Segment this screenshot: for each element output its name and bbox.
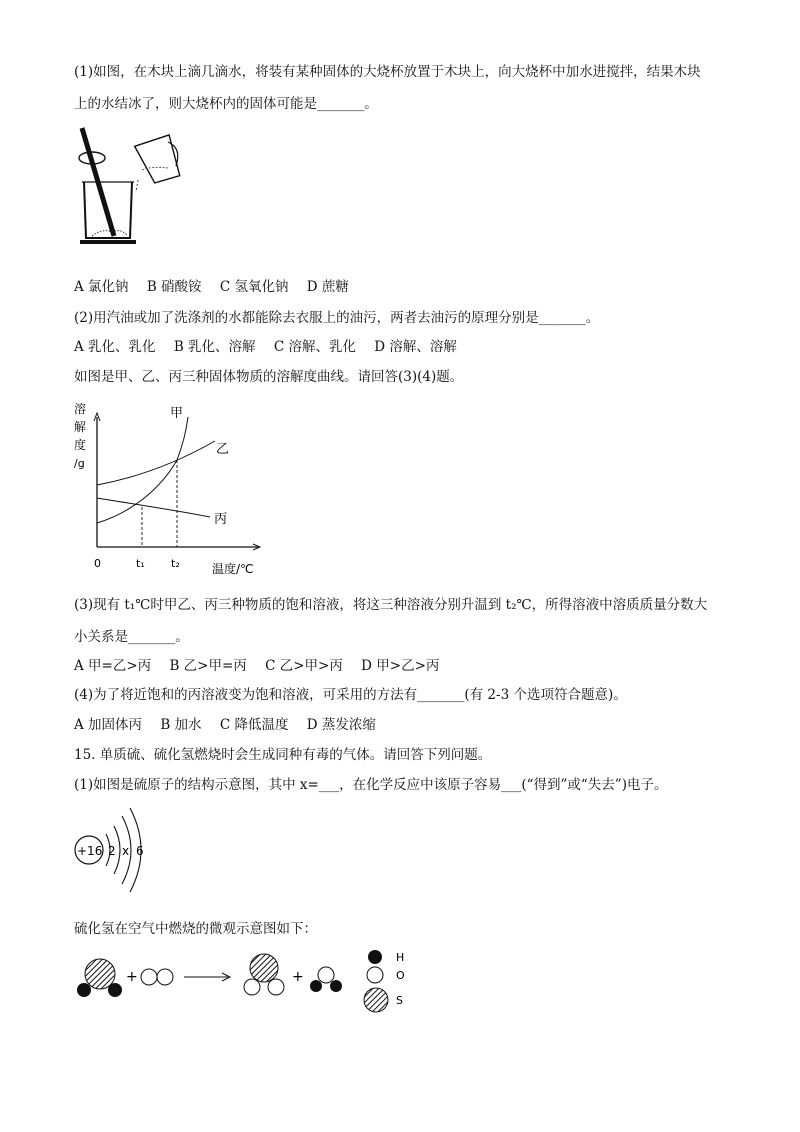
shell1-electrons: 2 [108, 844, 116, 858]
shell2-electrons: x [122, 844, 130, 858]
q3-option-a[interactable]: A 甲=乙>丙 [74, 658, 152, 674]
q2-options [74, 338, 471, 356]
ylabel-char-2: 解 [74, 420, 87, 434]
plus-sign-2: + [292, 969, 304, 985]
series-label-bing: 丙 [214, 512, 228, 527]
q3-option-b[interactable]: B 乙>甲=丙 [169, 658, 247, 674]
q3-line1: (3)现有 t₁℃时甲乙、丙三种物质的饱和溶液，将这三种溶液分别升温到 t₂℃，所得溶液中溶质质量分数大 [74, 597, 708, 613]
q1-option-a[interactable]: A 氯化钠 [74, 279, 129, 295]
series-label-yi: 乙 [216, 442, 230, 457]
q4-option-a[interactable]: A 加固体丙 [74, 717, 143, 733]
q3-options [74, 657, 453, 675]
x-tick-t1: t₁ [136, 557, 145, 570]
q15-sub1: (1)如图是硫原子的结构示意图，其中 x=___，在化学反应中该原子容易___(“得到”或“失去”)电子。 [74, 777, 668, 793]
nucleus-charge: +16 [77, 844, 103, 858]
q4-options [74, 716, 390, 734]
q3-option-d[interactable]: D 甲>乙>丙 [361, 658, 440, 674]
ylabel-char-4: /g [74, 457, 85, 470]
atom-legend [364, 950, 405, 1012]
so2-molecule [244, 954, 284, 995]
beaker-figure [72, 122, 192, 246]
h2s-molecule [77, 959, 122, 997]
shell3-electrons: 6 [136, 844, 144, 858]
q4-text: (4)为了将近饱和的丙溶液变为饱和溶液，可采用的方法有_______(有 2-3 个选项符合题意)。 [74, 687, 627, 703]
series-label-jia: 甲 [170, 406, 184, 421]
h2o-molecule [310, 967, 342, 992]
micro-intro: 硫化氢在空气中燃烧的微观示意图如下： [74, 921, 317, 937]
q3-line2: 小关系是_______。 [74, 629, 189, 645]
x-axis-label: 温度/℃ [212, 562, 254, 576]
legend-o: O [396, 969, 405, 982]
x-tick-origin: 0 [94, 557, 101, 570]
x-tick-t2: t₂ [171, 557, 180, 570]
series-yi-curve [97, 441, 215, 485]
q1-option-d[interactable]: D 蔗糖 [306, 279, 349, 295]
q4-option-d[interactable]: D 蒸发浓缩 [306, 717, 376, 733]
legend-s: S [396, 994, 403, 1007]
series-jia-curve [97, 417, 188, 523]
q4-option-b[interactable]: B 加水 [160, 717, 202, 733]
q1-line1: (1)如图，在木块上滴几滴水，将装有某种固体的大烧杯放置于木块上，向大烧杯中加水进搅拌，结果木块 [74, 64, 701, 80]
legend-h: H [396, 951, 405, 964]
q2-option-d[interactable]: D 溶解、溶解 [374, 339, 457, 355]
q1-option-b[interactable]: B 硝酸铵 [146, 279, 202, 295]
sulfur-atom-diagram [72, 804, 162, 896]
q2-text: (2)用汽油或加了洗涤剂的水都能除去衣服上的油污，两者去油污的原理分别是_______。 [74, 310, 600, 326]
solubility-chart [70, 395, 270, 580]
q4-option-c[interactable]: C 降低温度 [219, 717, 289, 733]
ylabel-char-3: 度 [74, 438, 87, 452]
q2-option-c[interactable]: C 溶解、乳化 [273, 339, 356, 355]
series-bing-curve [97, 498, 210, 517]
q2-option-b[interactable]: B 乳化、溶解 [173, 339, 256, 355]
q3-option-c[interactable]: C 乙>甲>丙 [265, 658, 343, 674]
q1-option-c[interactable]: C 氢氧化钠 [219, 279, 289, 295]
q2-option-a[interactable]: A 乳化、乳化 [74, 339, 156, 355]
q15-title: 15. 单质硫、硫化氢燃烧时会生成同种有毒的气体。请回答下列问题。 [74, 747, 492, 763]
ylabel-char-1: 溶 [74, 402, 87, 416]
curve-intro: 如图是甲、乙、丙三种固体物质的溶解度曲线。请回答(3)(4)题。 [74, 369, 464, 385]
o2-molecule [141, 969, 173, 985]
q1-line2: 上的水结冰了，则大烧杯内的固体可能是_______。 [74, 96, 378, 112]
reaction-diagram [70, 940, 430, 1025]
plus-sign-1: + [126, 969, 138, 985]
q1-options [74, 278, 363, 296]
